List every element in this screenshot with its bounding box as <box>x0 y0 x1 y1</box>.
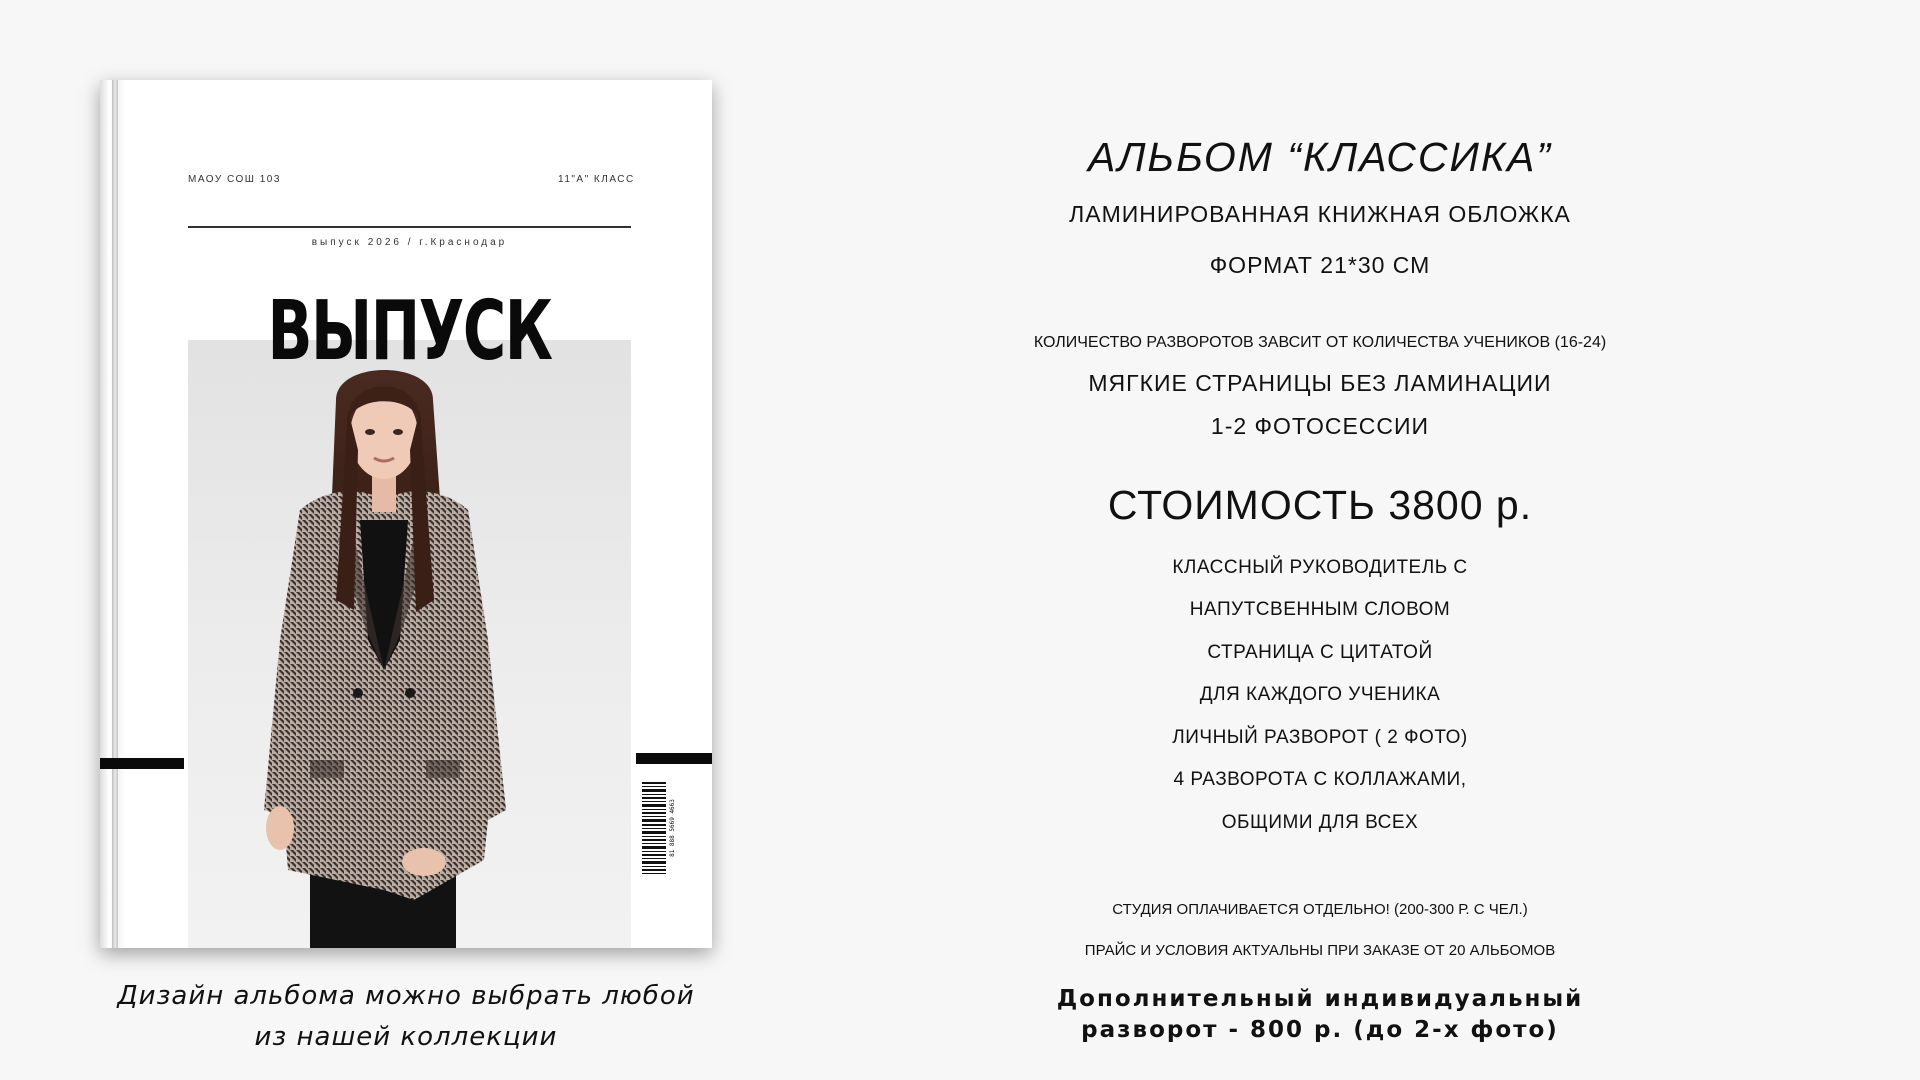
extra-spread-offer <box>1000 984 1640 1046</box>
cover-photo-panel <box>188 340 631 948</box>
extra-spread-line-1: Дополнительный индивидуальный <box>1056 986 1584 1012</box>
photosessions-text: 1-2 ФОТОСЕССИИ <box>1210 413 1430 439</box>
design-caption <box>110 976 702 1058</box>
feature-item: ЛИЧНЫЙ РАЗВОРОТ ( 2 ФОТО) <box>1172 727 1468 748</box>
album-title: АЛЬБОМ “КЛАССИКА” <box>1087 134 1553 180</box>
album-cover <box>100 80 712 948</box>
cover-divider <box>188 226 631 228</box>
price-text: СТОИМОСТЬ 3800 р. <box>1107 482 1533 528</box>
feature-item: ДЛЯ КАЖДОГО УЧЕНИКА <box>1199 684 1441 705</box>
cover-accent-bar-right <box>636 753 712 764</box>
barcode-icon <box>640 780 680 876</box>
cover-subtitle: выпуск 2026 / г.Краснодар <box>311 237 508 248</box>
barcode-number: 81 888 5669 4663 <box>669 799 676 857</box>
design-caption-line-2: из нашей коллекции <box>254 1022 558 1052</box>
extra-spread-line-2: разворот - 800 р. (до 2-х фото) <box>1081 1017 1559 1043</box>
feature-item: 4 РАЗВОРОТА С КОЛЛАЖАМИ, <box>1173 769 1467 790</box>
format-text: ФОРМАТ 21*30 СМ <box>1209 252 1431 278</box>
cover-spine-line <box>112 80 118 948</box>
feature-item: СТРАНИЦА С ЦИТАТОЙ <box>1207 642 1433 663</box>
cover-type-text: ЛАМИНИРОВАННАЯ КНИЖНАЯ ОБЛОЖКА <box>1069 201 1571 227</box>
student-portrait-image <box>188 340 631 948</box>
feature-item: ОБЩИМИ ДЛЯ ВСЕХ <box>1221 812 1419 833</box>
cover-class-label: 11"А" КЛАСС <box>558 174 635 185</box>
feature-item: КЛАССНЫЙ РУКОВОДИТЕЛЬ С <box>1172 557 1468 578</box>
pages-text: МЯГКИЕ СТРАНИЦЫ БЕЗ ЛАМИНАЦИИ <box>1088 370 1552 396</box>
feature-item: НАПУТСВЕННЫМ СЛОВОМ <box>1189 599 1451 620</box>
design-caption-line-1: Дизайн альбома можно выбрать любой <box>117 981 695 1011</box>
cover-accent-bar-left <box>100 758 184 769</box>
cover-title: ВЫПУСК <box>267 284 552 379</box>
cover-school-label: МАОУ СОШ 103 <box>188 174 281 185</box>
terms-note: ПРАЙС И УСЛОВИЯ АКТУАЛЬНЫ ПРИ ЗАКАЗЕ ОТ 20 АЛЬБОМОВ <box>1084 942 1556 959</box>
studio-note: СТУДИЯ ОПЛАЧИВАЕТСЯ ОТДЕЛЬНО! (200-300 Р. С ЧЕЛ.) <box>1112 901 1528 918</box>
spreads-count-text: КОЛИЧЕСТВО РАЗВОРОТОВ ЗАВСИТ ОТ КОЛИЧЕСТВА УЧЕНИКОВ (16-24) <box>1033 334 1607 351</box>
